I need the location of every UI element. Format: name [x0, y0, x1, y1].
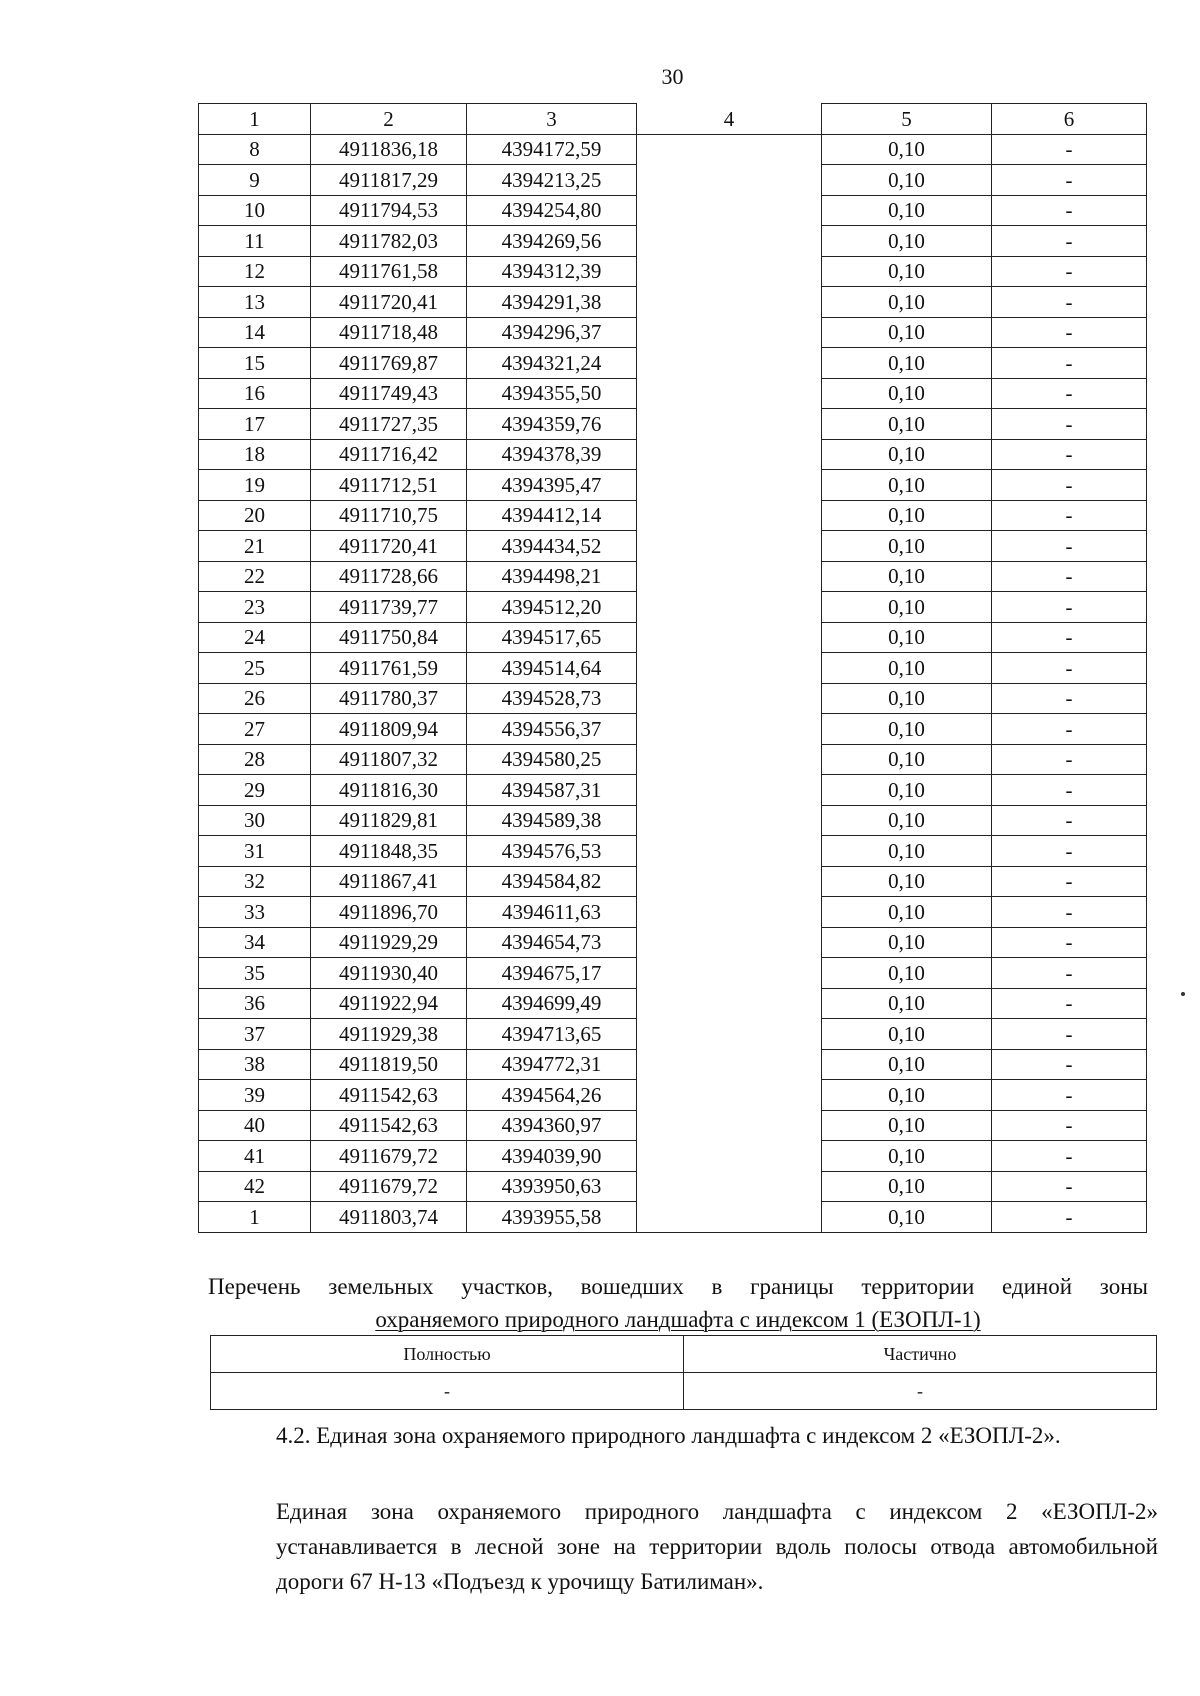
empty-cell	[637, 805, 822, 836]
y-coordinate-cell: 4394528,73	[467, 683, 637, 714]
y-coordinate-cell: 4394584,82	[467, 866, 637, 897]
point-number-cell: 33	[199, 897, 311, 928]
table-row	[199, 531, 1147, 562]
empty-cell	[637, 561, 822, 592]
y-coordinate-cell: 4394675,17	[467, 958, 637, 989]
note-cell: -	[992, 714, 1147, 745]
point-number-cell: 35	[199, 958, 311, 989]
table-row	[199, 439, 1147, 470]
note-cell: -	[992, 958, 1147, 989]
accuracy-cell: 0,10	[822, 622, 992, 653]
note-cell: -	[992, 1019, 1147, 1050]
empty-cell	[637, 378, 822, 409]
x-coordinate-cell: 4911829,81	[311, 805, 467, 836]
y-coordinate-cell: 4394359,76	[467, 409, 637, 440]
point-number-cell: 26	[199, 683, 311, 714]
body-paragraph	[208, 1494, 1158, 1599]
parcel-table	[210, 1335, 1157, 1410]
x-coordinate-cell: 4911542,63	[311, 1080, 467, 1111]
point-number-cell: 8	[199, 134, 311, 165]
y-coordinate-cell: 4394378,39	[467, 439, 637, 470]
table-row	[199, 256, 1147, 287]
accuracy-cell: 0,10	[822, 744, 992, 775]
x-coordinate-cell: 4911761,58	[311, 256, 467, 287]
empty-cell	[637, 1080, 822, 1111]
note-cell: -	[992, 744, 1147, 775]
note-cell: -	[992, 1110, 1147, 1141]
note-cell: -	[992, 470, 1147, 501]
header-cell: 6	[992, 104, 1147, 135]
x-coordinate-cell: 4911720,41	[311, 287, 467, 318]
empty-cell	[637, 134, 822, 165]
x-coordinate-cell: 4911761,59	[311, 653, 467, 684]
accuracy-cell: 0,10	[822, 348, 992, 379]
accuracy-cell: 0,10	[822, 287, 992, 318]
table-row	[199, 134, 1147, 165]
note-cell: -	[992, 805, 1147, 836]
empty-cell	[637, 256, 822, 287]
table-row	[199, 683, 1147, 714]
accuracy-cell: 0,10	[822, 134, 992, 165]
table-row	[199, 927, 1147, 958]
point-number-cell: 16	[199, 378, 311, 409]
empty-cell	[637, 775, 822, 806]
y-coordinate-cell: 4394587,31	[467, 775, 637, 806]
note-cell: -	[992, 378, 1147, 409]
table-row	[199, 1049, 1147, 1080]
empty-cell	[637, 714, 822, 745]
x-coordinate-cell: 4911848,35	[311, 836, 467, 867]
point-number-cell: 28	[199, 744, 311, 775]
accuracy-cell: 0,10	[822, 988, 992, 1019]
accuracy-cell: 0,10	[822, 378, 992, 409]
y-coordinate-cell: 4394498,21	[467, 561, 637, 592]
empty-cell	[637, 500, 822, 531]
table-row	[199, 805, 1147, 836]
y-coordinate-cell: 4394517,65	[467, 622, 637, 653]
point-number-cell: 19	[199, 470, 311, 501]
empty-cell	[637, 622, 822, 653]
x-coordinate-cell: 4911718,48	[311, 317, 467, 348]
note-cell: -	[992, 592, 1147, 623]
empty-cell	[637, 1019, 822, 1050]
accuracy-cell: 0,10	[822, 1080, 992, 1111]
table-row	[199, 592, 1147, 623]
y-coordinate-cell: 4393955,58	[467, 1202, 637, 1233]
accuracy-cell: 0,10	[822, 1049, 992, 1080]
table-row	[199, 378, 1147, 409]
x-coordinate-cell: 4911769,87	[311, 348, 467, 379]
accuracy-cell: 0,10	[822, 653, 992, 684]
empty-cell	[637, 1049, 822, 1080]
y-coordinate-cell: 4394512,20	[467, 592, 637, 623]
table-row	[199, 1202, 1147, 1233]
y-coordinate-cell: 4394580,25	[467, 744, 637, 775]
x-coordinate-cell: 4911816,30	[311, 775, 467, 806]
empty-cell	[637, 195, 822, 226]
note-cell: -	[992, 988, 1147, 1019]
parcel-list-title-line1: Перечень земельных участков, вошедших в границы территории единой зоны	[208, 1274, 1148, 1299]
note-cell: -	[992, 226, 1147, 257]
x-coordinate-cell: 4911803,74	[311, 1202, 467, 1233]
accuracy-cell: 0,10	[822, 592, 992, 623]
y-coordinate-cell: 4394254,80	[467, 195, 637, 226]
x-coordinate-cell: 4911867,41	[311, 866, 467, 897]
note-cell: -	[992, 409, 1147, 440]
y-coordinate-cell: 4394713,65	[467, 1019, 637, 1050]
x-coordinate-cell: 4911679,72	[311, 1141, 467, 1172]
scan-speck	[1181, 992, 1185, 996]
x-coordinate-cell: 4911739,77	[311, 592, 467, 623]
section-heading-paragraph	[208, 1418, 1158, 1453]
accuracy-cell: 0,10	[822, 165, 992, 196]
point-number-cell: 39	[199, 1080, 311, 1111]
empty-cell	[637, 958, 822, 989]
point-number-cell: 29	[199, 775, 311, 806]
x-coordinate-cell: 4911836,18	[311, 134, 467, 165]
y-coordinate-cell: 4394213,25	[467, 165, 637, 196]
table-row	[199, 744, 1147, 775]
accuracy-cell: 0,10	[822, 683, 992, 714]
y-coordinate-cell: 4394291,38	[467, 287, 637, 318]
accuracy-cell: 0,10	[822, 836, 992, 867]
note-cell: -	[992, 531, 1147, 562]
x-coordinate-cell: 4911712,51	[311, 470, 467, 501]
point-number-cell: 38	[199, 1049, 311, 1080]
accuracy-cell: 0,10	[822, 226, 992, 257]
empty-cell	[637, 927, 822, 958]
accuracy-cell: 0,10	[822, 439, 992, 470]
table-row	[199, 348, 1147, 379]
accuracy-cell: 0,10	[822, 256, 992, 287]
table-row	[199, 1171, 1147, 1202]
point-number-cell: 41	[199, 1141, 311, 1172]
x-coordinate-cell: 4911922,94	[311, 988, 467, 1019]
value-partially: -	[684, 1373, 1157, 1410]
x-coordinate-cell: 4911710,75	[311, 500, 467, 531]
point-number-cell: 21	[199, 531, 311, 562]
note-cell: -	[992, 439, 1147, 470]
x-coordinate-cell: 4911679,72	[311, 1171, 467, 1202]
empty-cell	[637, 653, 822, 684]
point-number-cell: 17	[199, 409, 311, 440]
table-row	[199, 317, 1147, 348]
table-row	[199, 500, 1147, 531]
table-row	[199, 1019, 1147, 1050]
y-coordinate-cell: 4394589,38	[467, 805, 637, 836]
point-number-cell: 15	[199, 348, 311, 379]
y-coordinate-cell: 4394772,31	[467, 1049, 637, 1080]
empty-cell	[637, 470, 822, 501]
note-cell: -	[992, 653, 1147, 684]
x-coordinate-cell: 4911929,38	[311, 1019, 467, 1050]
table-row	[199, 226, 1147, 257]
table-row	[199, 561, 1147, 592]
empty-cell	[637, 866, 822, 897]
table-header-row	[199, 104, 1147, 135]
x-coordinate-cell: 4911929,29	[311, 927, 467, 958]
point-number-cell: 34	[199, 927, 311, 958]
empty-cell	[637, 348, 822, 379]
note-cell: -	[992, 195, 1147, 226]
y-coordinate-cell: 4394564,26	[467, 1080, 637, 1111]
point-number-cell: 23	[199, 592, 311, 623]
header-cell: 1	[199, 104, 311, 135]
x-coordinate-cell: 4911728,66	[311, 561, 467, 592]
accuracy-cell: 0,10	[822, 195, 992, 226]
table-row	[199, 653, 1147, 684]
y-coordinate-cell: 4394514,64	[467, 653, 637, 684]
header-cell: 5	[822, 104, 992, 135]
note-cell: -	[992, 500, 1147, 531]
note-cell: -	[992, 775, 1147, 806]
empty-cell	[637, 531, 822, 562]
header-cell: 2	[311, 104, 467, 135]
table-row	[199, 409, 1147, 440]
y-coordinate-cell: 4394654,73	[467, 927, 637, 958]
y-coordinate-cell: 4394611,63	[467, 897, 637, 928]
x-coordinate-cell: 4911780,37	[311, 683, 467, 714]
note-cell: -	[992, 287, 1147, 318]
accuracy-cell: 0,10	[822, 775, 992, 806]
accuracy-cell: 0,10	[822, 409, 992, 440]
y-coordinate-cell: 4394296,37	[467, 317, 637, 348]
x-coordinate-cell: 4911782,03	[311, 226, 467, 257]
point-number-cell: 22	[199, 561, 311, 592]
point-number-cell: 12	[199, 256, 311, 287]
point-number-cell: 37	[199, 1019, 311, 1050]
x-coordinate-cell: 4911896,70	[311, 897, 467, 928]
note-cell: -	[992, 622, 1147, 653]
accuracy-cell: 0,10	[822, 531, 992, 562]
y-coordinate-cell: 4394269,56	[467, 226, 637, 257]
point-number-cell: 1	[199, 1202, 311, 1233]
accuracy-cell: 0,10	[822, 714, 992, 745]
empty-cell	[637, 683, 822, 714]
empty-cell	[637, 1141, 822, 1172]
point-number-cell: 31	[199, 836, 311, 867]
point-number-cell: 30	[199, 805, 311, 836]
parcel-table-row	[211, 1373, 1157, 1410]
x-coordinate-cell: 4911817,29	[311, 165, 467, 196]
y-coordinate-cell: 4394360,97	[467, 1110, 637, 1141]
note-cell: -	[992, 897, 1147, 928]
x-coordinate-cell: 4911809,94	[311, 714, 467, 745]
table-row	[199, 1080, 1147, 1111]
note-cell: -	[992, 317, 1147, 348]
y-coordinate-cell: 4394434,52	[467, 531, 637, 562]
accuracy-cell: 0,10	[822, 1110, 992, 1141]
table-row	[199, 958, 1147, 989]
y-coordinate-cell: 4394321,24	[467, 348, 637, 379]
y-coordinate-cell: 4394699,49	[467, 988, 637, 1019]
x-coordinate-cell: 4911819,50	[311, 1049, 467, 1080]
table-row	[199, 988, 1147, 1019]
point-number-cell: 42	[199, 1171, 311, 1202]
note-cell: -	[992, 836, 1147, 867]
x-coordinate-cell: 4911807,32	[311, 744, 467, 775]
empty-cell	[637, 317, 822, 348]
point-number-cell: 24	[199, 622, 311, 653]
note-cell: -	[992, 256, 1147, 287]
note-cell: -	[992, 348, 1147, 379]
section-heading-text: 4.2. Единая зона охраняемого природного ландшафта с индексом 2 «ЕЗОПЛ-2».	[276, 1423, 1061, 1448]
y-coordinate-cell: 4394355,50	[467, 378, 637, 409]
empty-cell	[637, 897, 822, 928]
accuracy-cell: 0,10	[822, 500, 992, 531]
y-coordinate-cell: 4393950,63	[467, 1171, 637, 1202]
empty-cell	[637, 592, 822, 623]
x-coordinate-cell: 4911794,53	[311, 195, 467, 226]
table-row	[199, 165, 1147, 196]
empty-cell	[637, 439, 822, 470]
note-cell: -	[992, 1049, 1147, 1080]
y-coordinate-cell: 4394576,53	[467, 836, 637, 867]
accuracy-cell: 0,10	[822, 1202, 992, 1233]
note-cell: -	[992, 134, 1147, 165]
point-number-cell: 36	[199, 988, 311, 1019]
point-number-cell: 13	[199, 287, 311, 318]
note-cell: -	[992, 165, 1147, 196]
point-number-cell: 18	[199, 439, 311, 470]
empty-cell	[637, 1202, 822, 1233]
page-number: 30	[661, 64, 684, 89]
accuracy-cell: 0,10	[822, 1019, 992, 1050]
accuracy-cell: 0,10	[822, 470, 992, 501]
table-row	[199, 470, 1147, 501]
point-number-cell: 14	[199, 317, 311, 348]
parcel-list-title	[208, 1270, 1148, 1336]
empty-cell	[637, 226, 822, 257]
table-row	[199, 775, 1147, 806]
header-cell: 4	[637, 104, 822, 135]
note-cell: -	[992, 1080, 1147, 1111]
x-coordinate-cell: 4911930,40	[311, 958, 467, 989]
x-coordinate-cell: 4911727,35	[311, 409, 467, 440]
note-cell: -	[992, 683, 1147, 714]
parcel-table-header	[211, 1336, 1157, 1373]
y-coordinate-cell: 4394312,39	[467, 256, 637, 287]
note-cell: -	[992, 927, 1147, 958]
point-number-cell: 32	[199, 866, 311, 897]
accuracy-cell: 0,10	[822, 927, 992, 958]
point-number-cell: 40	[199, 1110, 311, 1141]
value-fully: -	[211, 1373, 684, 1410]
y-coordinate-cell: 4394412,14	[467, 500, 637, 531]
table-row	[199, 897, 1147, 928]
empty-cell	[637, 836, 822, 867]
parcel-list-title-line2: охраняемого природного ландшафта с индексом 1 (ЕЗОПЛ-1)	[375, 1307, 981, 1332]
point-number-cell: 27	[199, 714, 311, 745]
empty-cell	[637, 1110, 822, 1141]
accuracy-cell: 0,10	[822, 897, 992, 928]
point-number-cell: 10	[199, 195, 311, 226]
x-coordinate-cell: 4911749,43	[311, 378, 467, 409]
x-coordinate-cell: 4911542,63	[311, 1110, 467, 1141]
table-row	[199, 1141, 1147, 1172]
note-cell: -	[992, 561, 1147, 592]
body-text: Единая зона охраняемого природного ландшафта с индексом 2 «ЕЗОПЛ-2» устанавливается в лесной зоне на территории вдоль полосы отвода автомобильной дороги 67 Н-13 «Подъезд к урочищу Батилиман».	[276, 1499, 1158, 1594]
empty-cell	[637, 165, 822, 196]
point-number-cell: 25	[199, 653, 311, 684]
table-row	[199, 287, 1147, 318]
accuracy-cell: 0,10	[822, 561, 992, 592]
header-fully: Полностью	[211, 1336, 684, 1373]
note-cell: -	[992, 866, 1147, 897]
point-number-cell: 20	[199, 500, 311, 531]
point-number-cell: 11	[199, 226, 311, 257]
accuracy-cell: 0,10	[822, 1171, 992, 1202]
empty-cell	[637, 744, 822, 775]
accuracy-cell: 0,10	[822, 805, 992, 836]
y-coordinate-cell: 4394172,59	[467, 134, 637, 165]
empty-cell	[637, 409, 822, 440]
note-cell: -	[992, 1141, 1147, 1172]
x-coordinate-cell: 4911720,41	[311, 531, 467, 562]
y-coordinate-cell: 4394039,90	[467, 1141, 637, 1172]
table-row	[199, 714, 1147, 745]
table-row	[199, 836, 1147, 867]
note-cell: -	[992, 1171, 1147, 1202]
table-row	[199, 622, 1147, 653]
header-cell: 3	[467, 104, 637, 135]
note-cell: -	[992, 1202, 1147, 1233]
accuracy-cell: 0,10	[822, 958, 992, 989]
y-coordinate-cell: 4394395,47	[467, 470, 637, 501]
accuracy-cell: 0,10	[822, 1141, 992, 1172]
empty-cell	[637, 988, 822, 1019]
table-row	[199, 866, 1147, 897]
coordinates-table	[198, 103, 1147, 1233]
table-row	[199, 1110, 1147, 1141]
accuracy-cell: 0,10	[822, 866, 992, 897]
y-coordinate-cell: 4394556,37	[467, 714, 637, 745]
empty-cell	[637, 1171, 822, 1202]
accuracy-cell: 0,10	[822, 317, 992, 348]
header-partially: Частично	[684, 1336, 1157, 1373]
x-coordinate-cell: 4911716,42	[311, 439, 467, 470]
x-coordinate-cell: 4911750,84	[311, 622, 467, 653]
empty-cell	[637, 287, 822, 318]
table-row	[199, 195, 1147, 226]
point-number-cell: 9	[199, 165, 311, 196]
